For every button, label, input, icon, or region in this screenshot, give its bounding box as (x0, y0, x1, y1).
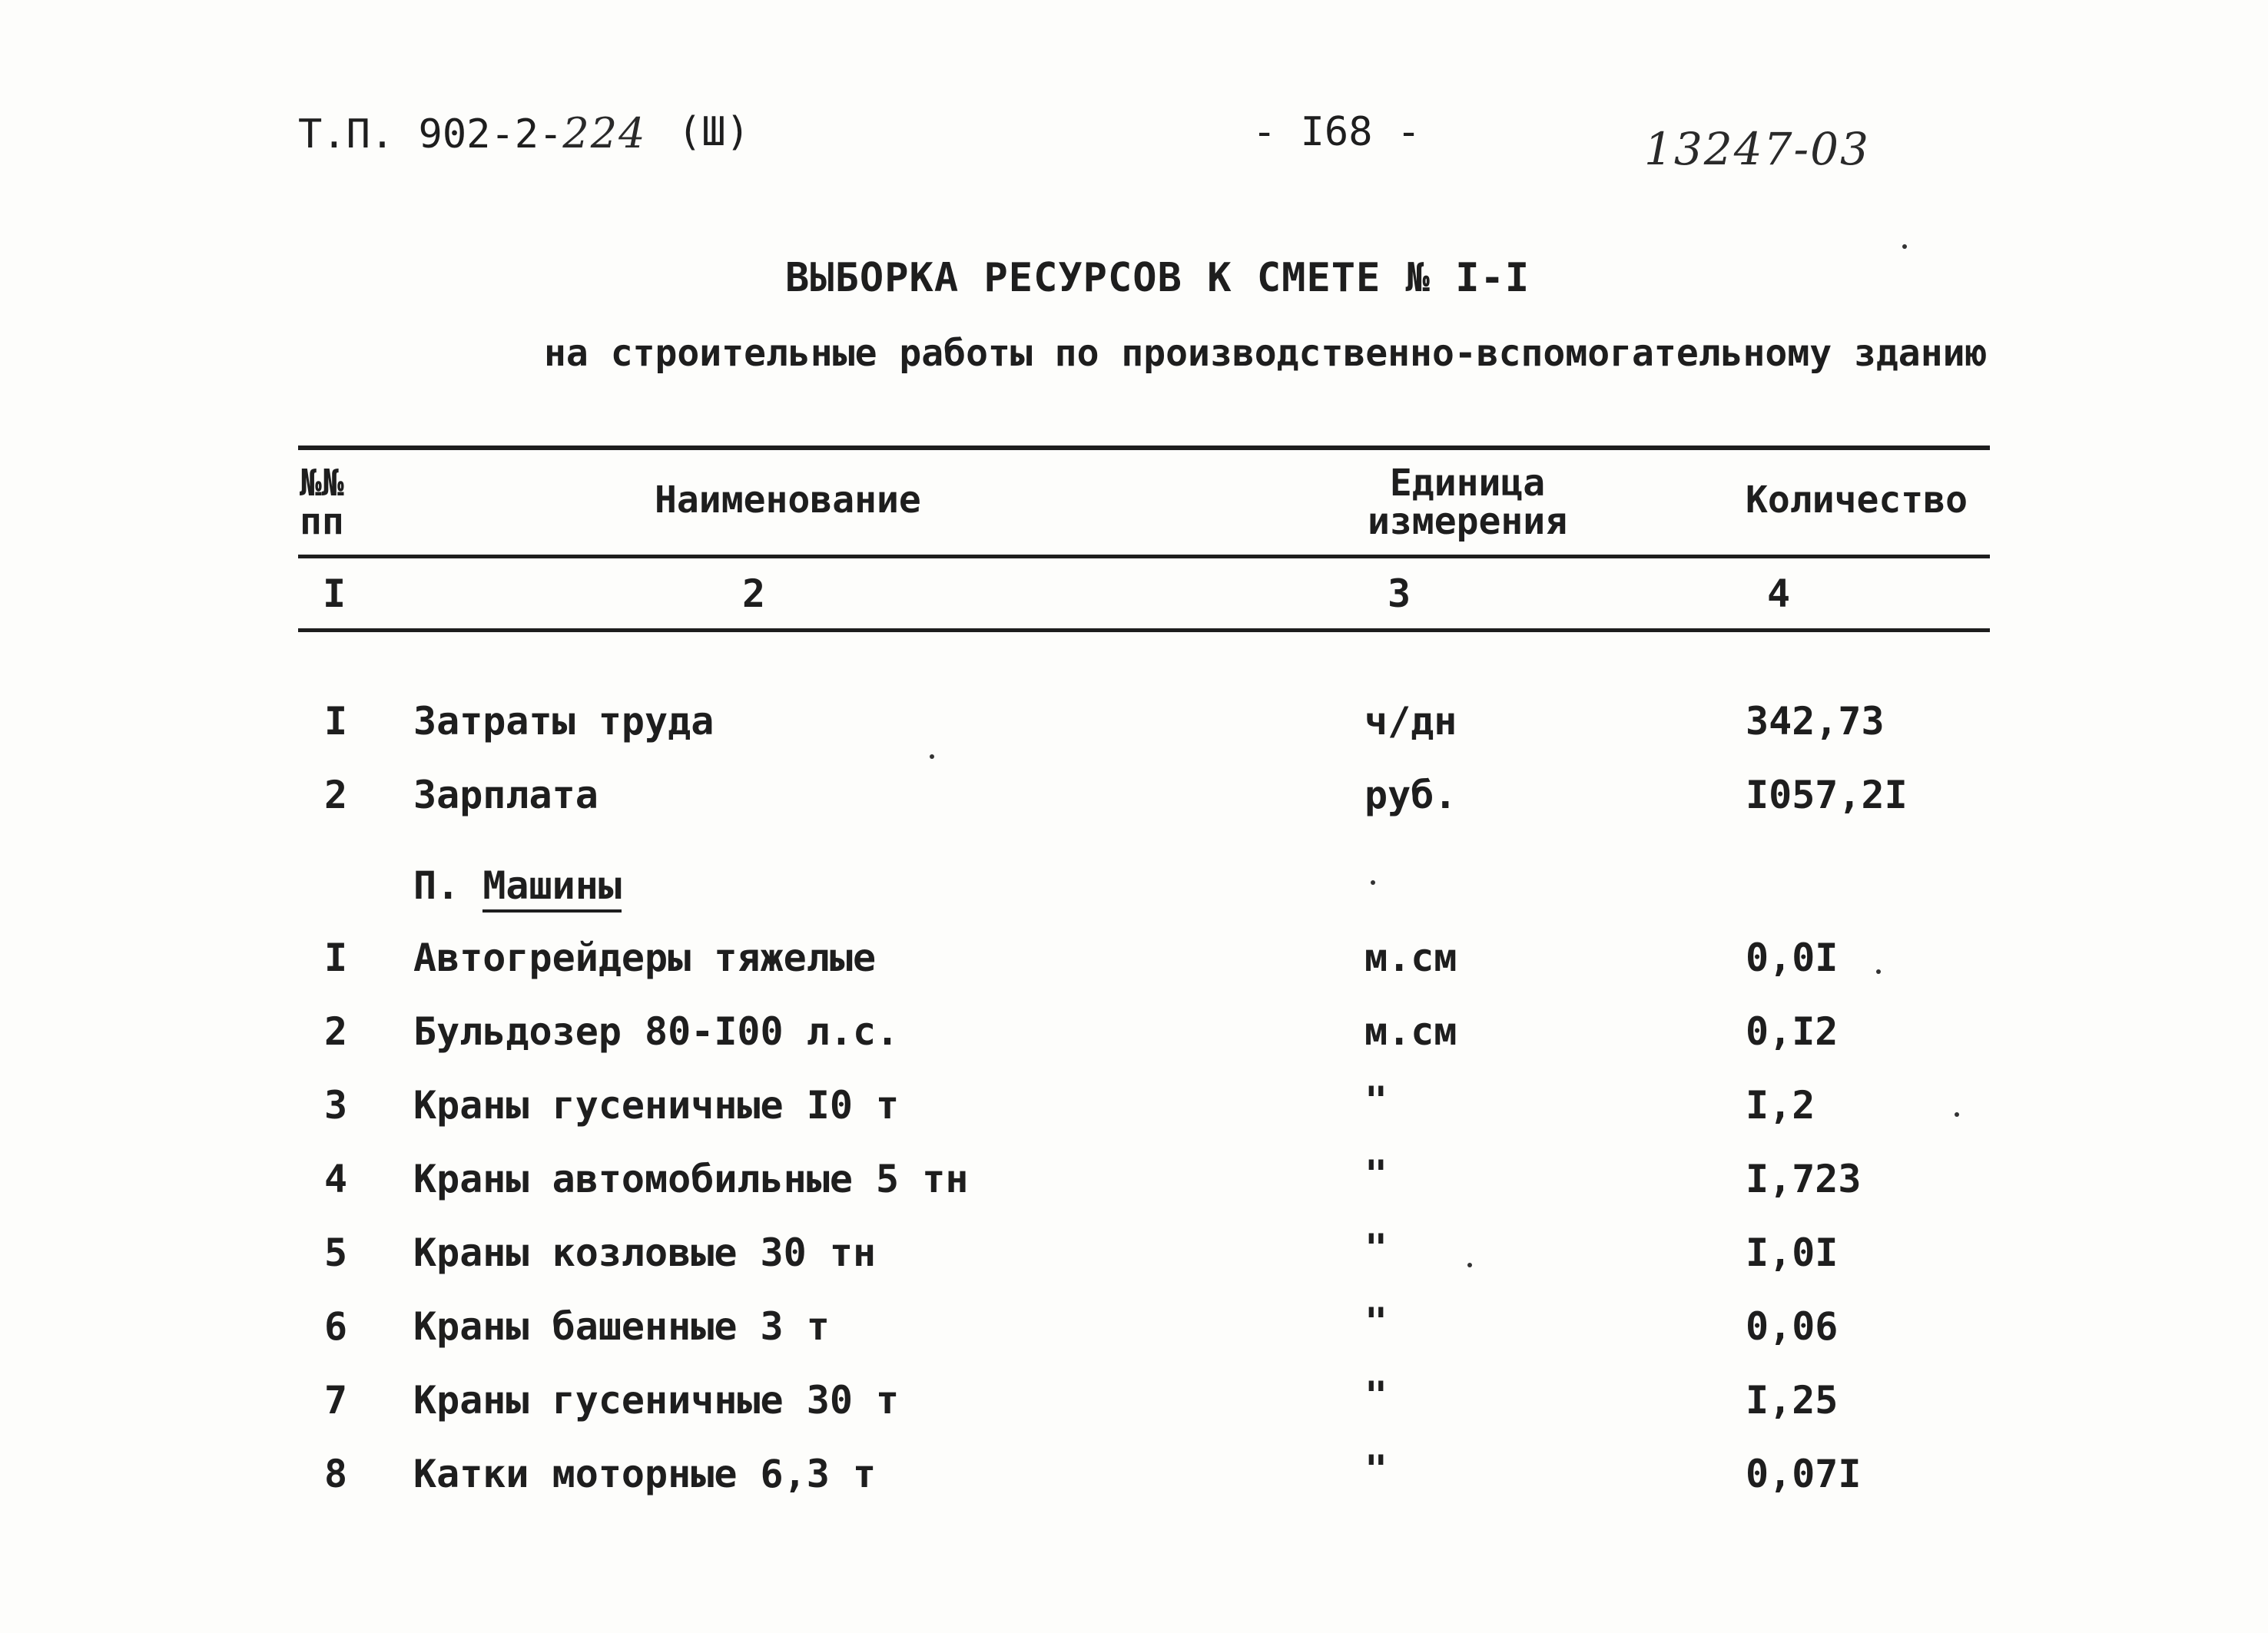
col-header-num (300, 464, 344, 541)
row-unit: руб. (1364, 773, 1457, 817)
row-num: 8 (324, 1452, 348, 1496)
archive-number: 13247-03 (1644, 123, 1870, 175)
scan-speck (1467, 1263, 1472, 1267)
row-name: Катки моторные 6,3 т (413, 1452, 877, 1496)
col-number-4: 4 (1767, 571, 1791, 616)
section-title: Машины (482, 863, 622, 913)
row-qty: I,0I (1746, 1231, 1839, 1275)
scan-speck (1955, 1112, 1959, 1117)
doc-code-handwritten: 224 (562, 109, 647, 157)
row-num: 5 (324, 1231, 348, 1275)
row-qty: I,723 (1746, 1157, 1862, 1201)
table-numbers-rule (298, 628, 1990, 632)
col-number-2: 2 (742, 571, 766, 616)
col-header-num-line1: №№ (300, 462, 344, 505)
col-header-name: Наименование (655, 479, 921, 522)
row-num: 4 (324, 1157, 348, 1201)
row-unit: " (1364, 1078, 1388, 1123)
row-qty: 0,I2 (1746, 1009, 1839, 1054)
scan-speck (930, 754, 934, 759)
row-name: Зарплата (413, 773, 598, 817)
col-number-3: 3 (1388, 571, 1411, 616)
row-num: I (324, 699, 348, 744)
row-name: Краны гусеничные I0 т (413, 1083, 900, 1128)
row-qty: I,25 (1746, 1378, 1839, 1423)
section-heading (413, 863, 622, 908)
row-name: Краны башенные 3 т (413, 1304, 830, 1349)
row-unit: " (1364, 1226, 1388, 1270)
page-subtitle: на строительные работы по производственно-вспомогательному зданию (544, 332, 1988, 375)
row-num: 3 (324, 1083, 348, 1128)
row-unit: ч/дн (1364, 699, 1457, 744)
row-num: 6 (324, 1304, 348, 1349)
row-name: Краны автомобильные 5 тн (413, 1157, 969, 1201)
row-name: Затраты труда (413, 699, 715, 744)
row-num: 2 (324, 1009, 348, 1054)
row-num: 7 (324, 1378, 348, 1423)
row-name: Краны гусеничные 30 т (413, 1378, 900, 1423)
part-number: (Ш) (678, 109, 750, 155)
col-header-unit (1368, 464, 1567, 541)
scan-speck (1371, 880, 1375, 885)
page-title: ВЫБОРКА РЕСУРСОВ К СМЕТЕ № I-I (785, 255, 1530, 301)
col-header-num-line2: пп (300, 500, 344, 543)
row-unit: " (1364, 1152, 1388, 1197)
row-qty: 0,07I (1746, 1452, 1862, 1496)
row-name: Автогрейдеры тяжелые (413, 936, 877, 980)
row-unit: " (1364, 1373, 1388, 1418)
row-unit: м.см (1364, 1009, 1457, 1054)
row-num: 2 (324, 773, 348, 817)
row-qty: I057,2I (1746, 773, 1908, 817)
scan-speck (1876, 969, 1881, 974)
col-header-qty: Количество (1746, 479, 1968, 522)
col-number-1: I (323, 571, 346, 616)
row-num: I (324, 936, 348, 980)
page-number: - I68 - (1252, 109, 1421, 155)
section-prefix: П. (413, 863, 460, 908)
row-unit: " (1364, 1447, 1388, 1492)
row-name: Краны козловые 30 тн (413, 1231, 877, 1275)
row-name: Бульдозер 80-I00 л.с. (413, 1009, 900, 1054)
row-qty: 0,06 (1746, 1304, 1839, 1349)
row-unit: " (1364, 1300, 1388, 1344)
col-header-unit-line2: измерения (1368, 500, 1568, 543)
row-qty: 342,73 (1746, 699, 1885, 744)
row-qty: 0,0I (1746, 936, 1839, 980)
col-header-unit-line1: Единица (1389, 462, 1546, 505)
scan-speck (1902, 244, 1907, 249)
table-top-rule (298, 446, 1990, 450)
doc-code-typed: Т.П. 902-2- (298, 111, 563, 157)
table-header-rule (298, 555, 1990, 558)
row-qty: I,2 (1746, 1083, 1815, 1128)
doc-code (298, 109, 646, 157)
row-unit: м.см (1364, 936, 1457, 980)
